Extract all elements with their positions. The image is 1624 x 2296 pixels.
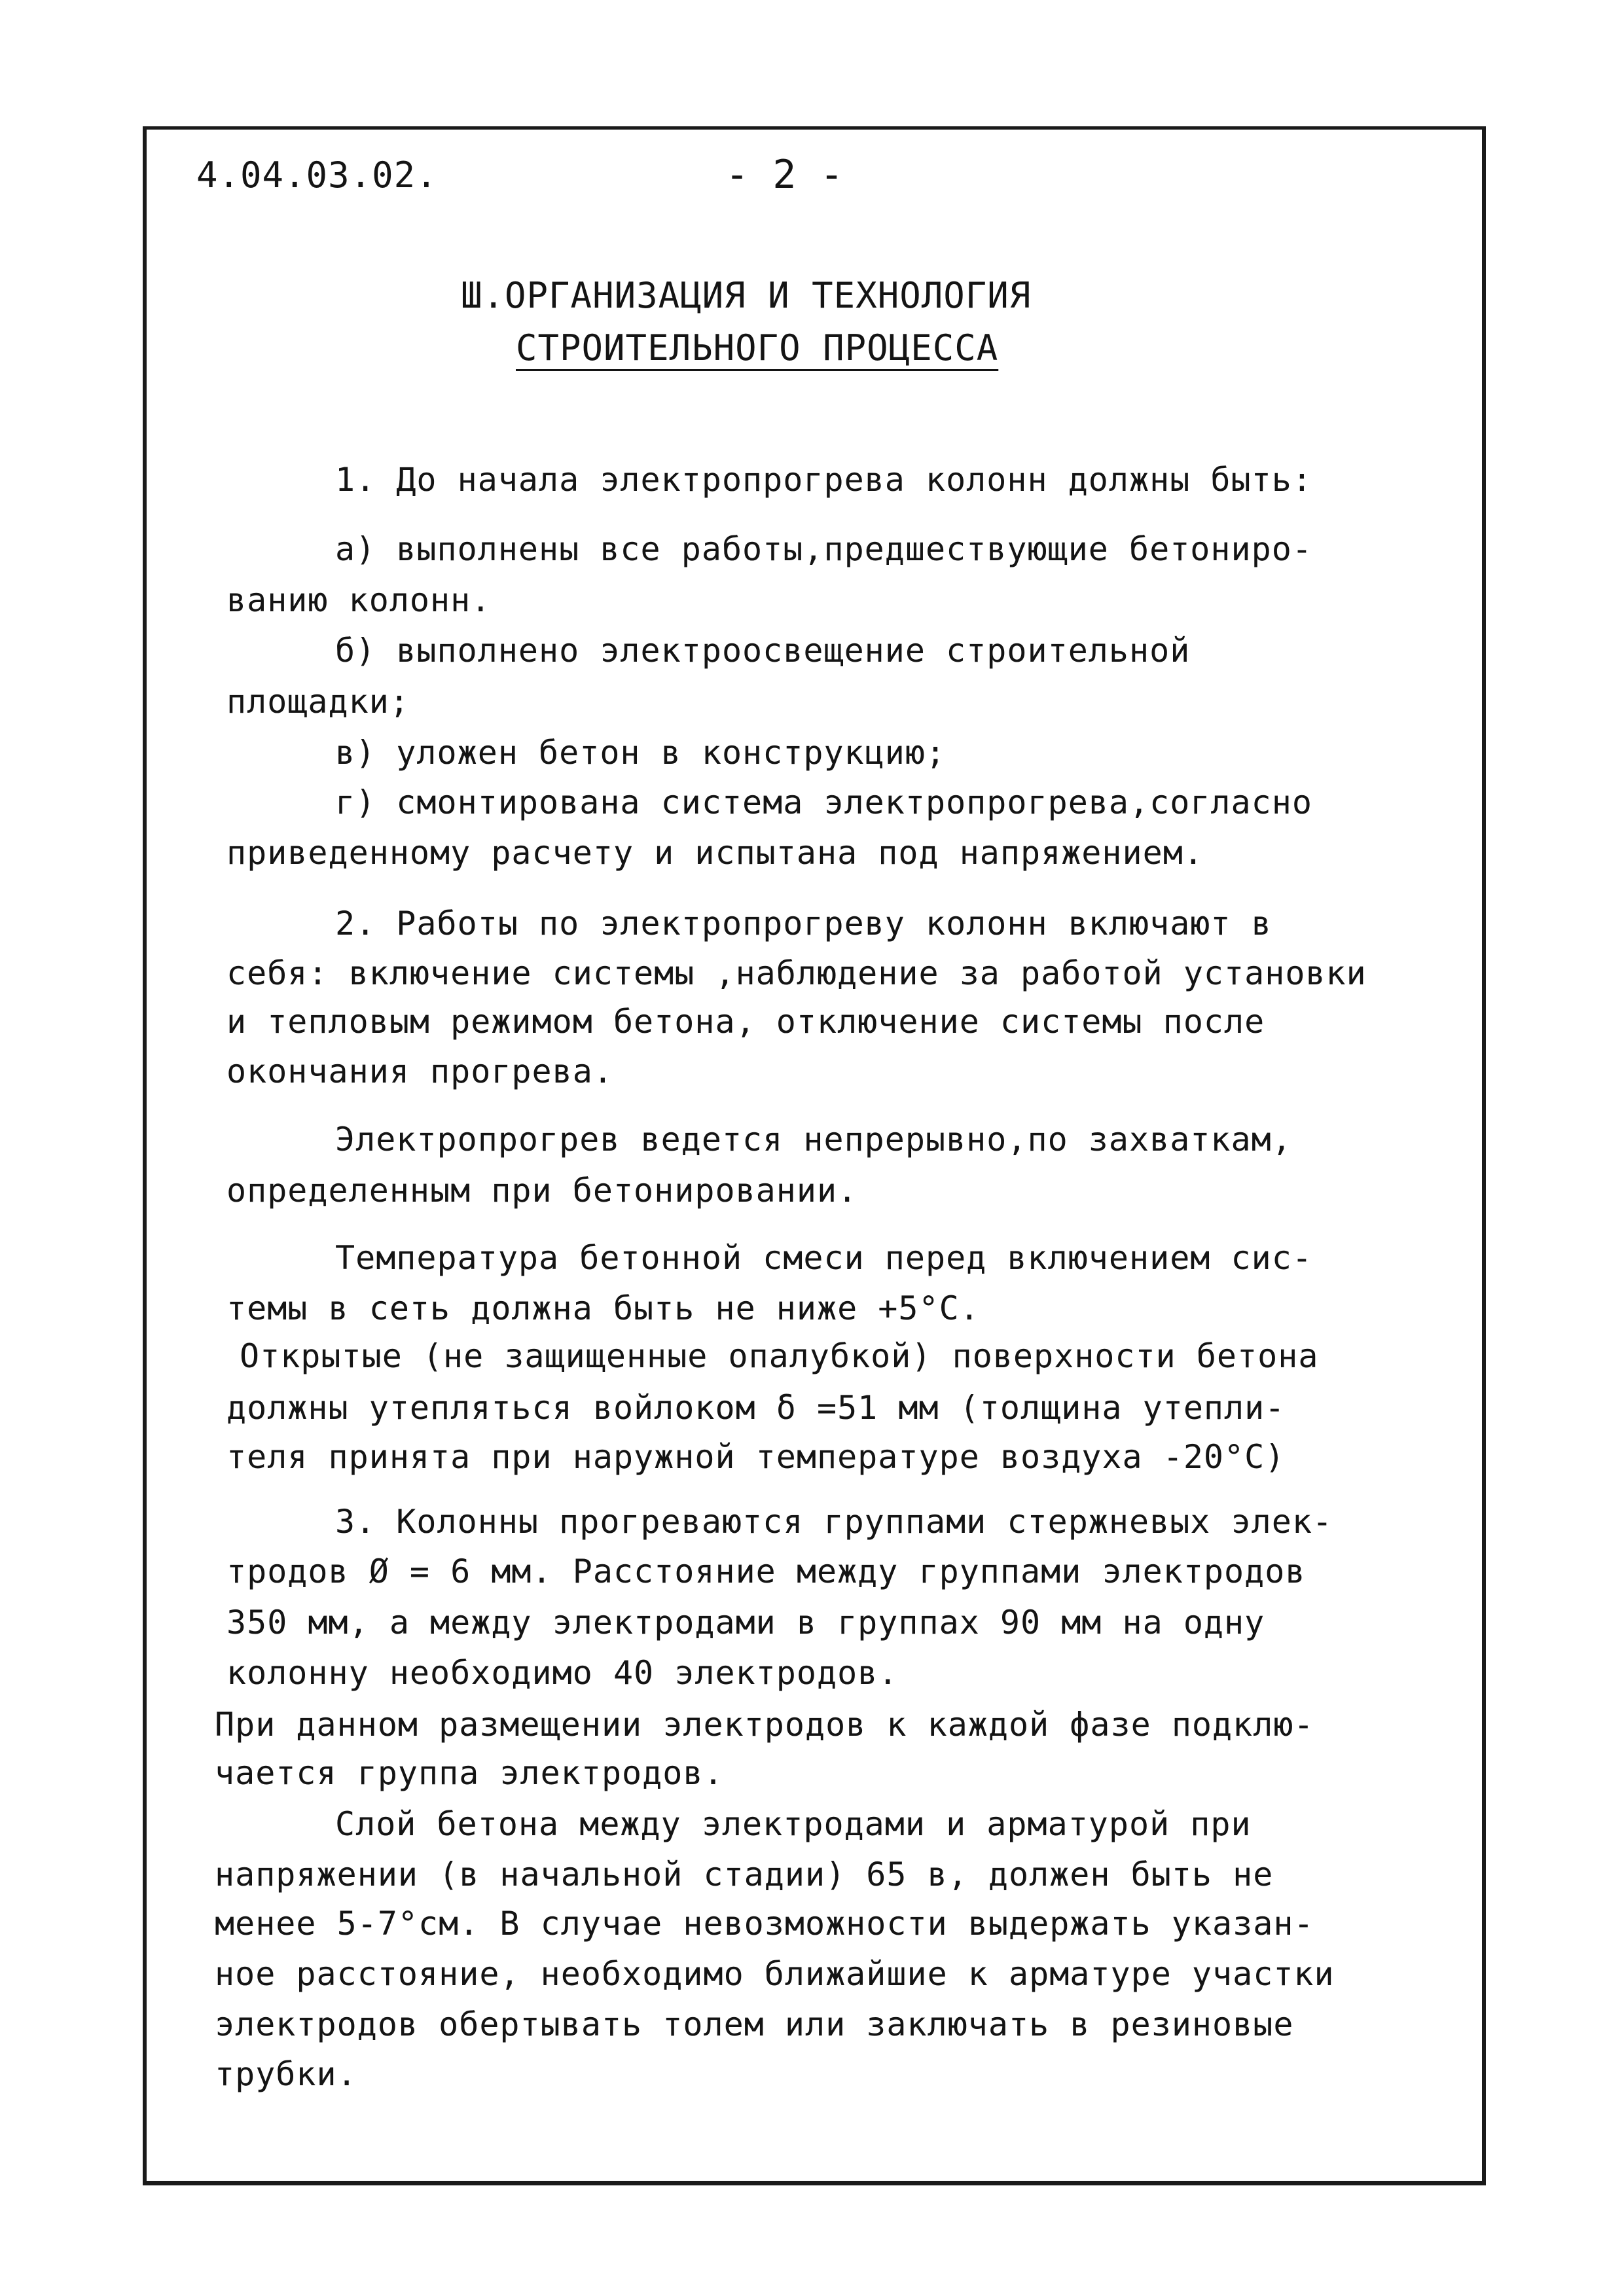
text-line: а) выполнены все работы,предшествующие бетониро- — [335, 530, 1312, 568]
text-line: в) уложен бетон в конструкцию; — [335, 734, 947, 772]
text-line: и тепловым режимом бетона, отключение системы после — [226, 1003, 1265, 1041]
text-line: ванию колонн. — [226, 581, 492, 619]
text-line: б) выполнено электроосвещение строительной — [335, 632, 1191, 670]
document-code: 4.04.03.02. — [196, 154, 438, 196]
text-line: определенным при бетонировании. — [226, 1172, 858, 1210]
text-line: тродов Ø = 6 мм. Расстояние между группами электродов — [226, 1552, 1306, 1590]
page-number: - 2 - — [725, 152, 844, 198]
text-line: 3. Колонны прогреваются группами стержневых элек- — [335, 1503, 1333, 1541]
text-line: приведенному расчету и испытана под напряжением. — [226, 834, 1204, 872]
text-line: себя: включение системы ,наблюдение за работой установки — [226, 954, 1367, 992]
text-line: площадки; — [226, 683, 410, 721]
text-line: Открытые (не защищенные опалубкой) поверхности бетона — [240, 1337, 1319, 1375]
text-line: трубки. — [215, 2055, 357, 2093]
text-line: Слой бетона между электродами и арматурой при — [335, 1805, 1252, 1843]
text-line: ное расстояние, необходимо ближайшие к арматуре участки — [215, 1955, 1335, 1993]
text-line: Температура бетонной смеси перед включением сис- — [335, 1239, 1312, 1277]
text-line: темы в сеть должна быть не ниже +5°С. — [226, 1289, 980, 1327]
text-line: 2. Работы по электропрогреву колонн включают в — [335, 905, 1272, 942]
text-line: Электропрогрев ведется непрерывно,по захваткам, — [335, 1121, 1292, 1158]
text-line: г) смонтирована система электропрогрева,согласно — [335, 783, 1312, 821]
text-line: 350 мм, а между электродами в группах 90 мм на одну — [226, 1604, 1265, 1641]
section-title-line-1: Ш.ОРГАНИЗАЦИЯ И ТЕХНОЛОГИЯ — [461, 275, 1032, 316]
text-line: электродов обертывать толем или заключать в резиновые — [215, 2005, 1294, 2043]
text-line: чается группа электродов. — [215, 1754, 724, 1792]
text-line: колонну необходимо 40 электродов. — [226, 1654, 899, 1692]
text-line: 1. До начала электропрогрева колонн должны быть: — [335, 461, 1312, 499]
text-line: При данном размещении электродов к каждой фазе подклю- — [215, 1706, 1314, 1744]
text-line: теля принята при наружной температуре воздуха -20°С) — [226, 1438, 1286, 1476]
text-line: окончания прогрева. — [226, 1052, 613, 1090]
text-line: напряжении (в начальной стадии) 65 в, должен быть не — [215, 1856, 1274, 1893]
section-title-line-2: СТРОИТЕЛЬНОГО ПРОЦЕССА — [516, 327, 999, 368]
text-line: менее 5-7°см. В случае невозможности выдержать указан- — [215, 1905, 1314, 1943]
text-line: должны утепляться войлоком δ =51 мм (толщина утепли- — [226, 1389, 1286, 1427]
